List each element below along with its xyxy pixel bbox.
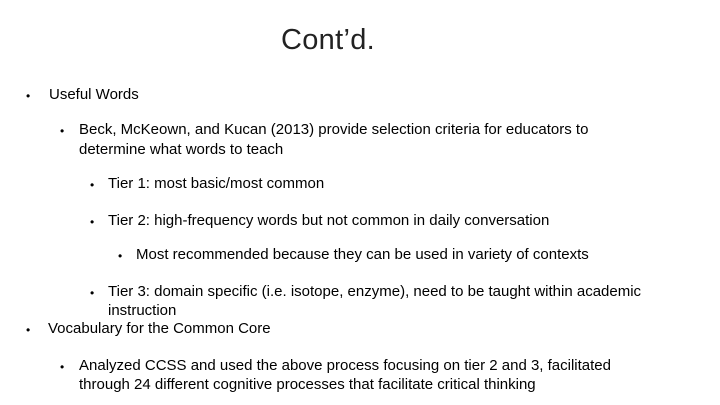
bullet-marker: • — [60, 360, 65, 374]
bullet-marker: • — [26, 89, 31, 103]
bullet-marker: • — [90, 178, 95, 192]
bullet-text-analyzed-line-2: through 24 different cognitive processes that facilitate critical thinking — [79, 376, 536, 393]
bullet-text-tier-3-line-2: instruction — [108, 302, 177, 319]
bullet-text-beck-line-2: determine what words to teach — [79, 141, 284, 158]
bullet-text-tier-1: Tier 1: most basic/most common — [108, 175, 325, 192]
bullet-text-analyzed-line-1: Analyzed CCSS and used the above process focusing on tier 2 and 3, facilitated — [79, 357, 611, 374]
bullet-text-most-recommended: Most recommended because they can be used in variety of contexts — [136, 246, 589, 263]
bullet-marker: • — [60, 124, 65, 138]
bullet-text-tier-2: Tier 2: high-frequency words but not common in daily conversation — [108, 212, 550, 229]
bullet-text-tier-3-line-1: Tier 3: domain specific (i.e. isotope, enzyme), need to be taught within academic — [108, 283, 642, 300]
bullet-marker: • — [90, 286, 95, 300]
bullet-text-beck-line-1: Beck, McKeown, and Kucan (2013) provide selection criteria for educators to — [79, 121, 589, 138]
slide-title: Cont’d. — [281, 24, 375, 56]
bullet-marker: • — [118, 249, 123, 263]
bullet-marker: • — [90, 215, 95, 229]
bullet-marker: • — [26, 323, 31, 337]
bullet-text-useful-words: Useful Words — [49, 86, 139, 103]
bullet-text-vocabulary-common-core: Vocabulary for the Common Core — [48, 320, 271, 337]
